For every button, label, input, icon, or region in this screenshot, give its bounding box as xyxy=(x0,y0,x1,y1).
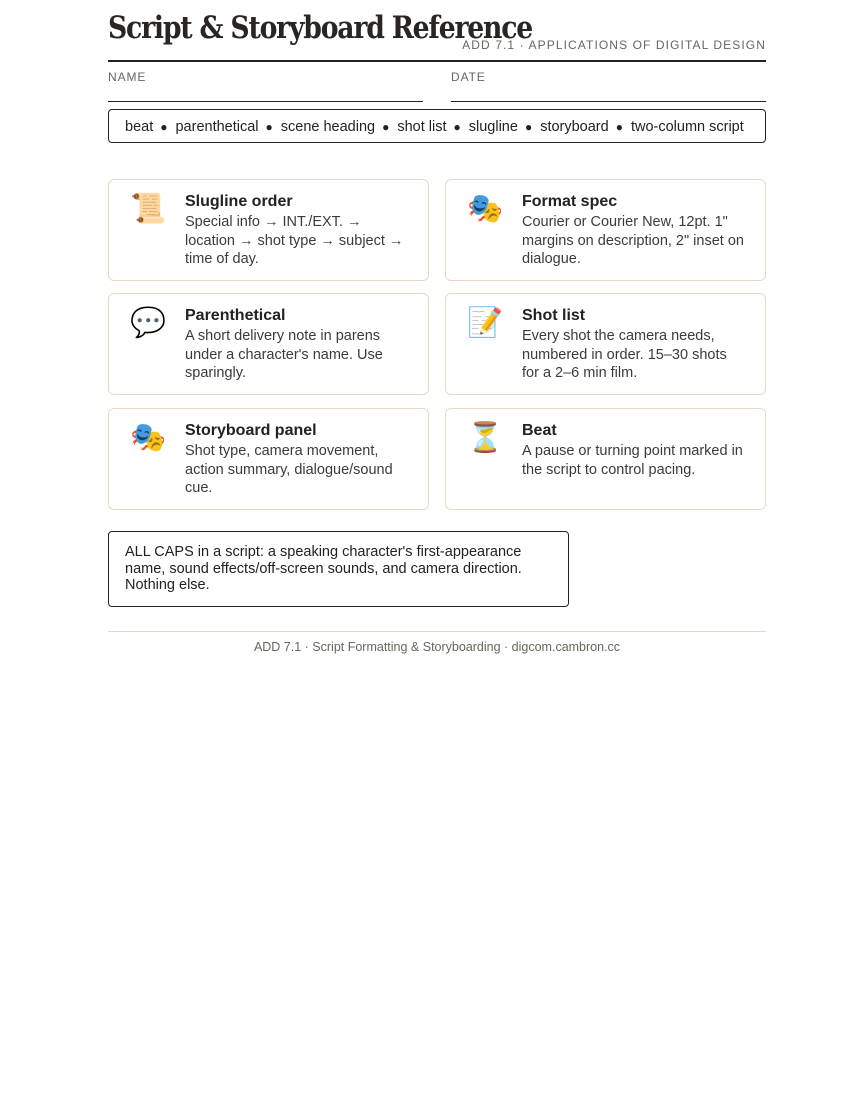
theater-masks-icon: 🎭 xyxy=(466,193,504,225)
footer: ADD 7.1 · Script Formatting & Storyboarding · digcom.cambron.cc xyxy=(253,640,621,654)
date-field-label: DATE xyxy=(451,70,486,84)
card-body: Special info → INT./EXT. → location → shot type → subject → time of day. xyxy=(185,214,404,267)
card-slugline-order xyxy=(108,179,429,281)
vocab-term: slugline xyxy=(468,119,518,135)
course-label: ADD 7.1 · APPLICATIONS OF DIGITAL DESIGN xyxy=(462,38,766,52)
card-body: Every shot the camera needs, numbered in order. 15–30 shots for a 2–6 min film. xyxy=(522,328,727,381)
vocab-term: storyboard xyxy=(540,119,609,135)
bullet-separator: ● xyxy=(382,120,390,134)
page-title: Script & Storyboard Reference xyxy=(108,10,533,46)
card-title: Shot list xyxy=(522,307,586,324)
bullet-separator: ● xyxy=(524,120,533,134)
card-title: Format spec xyxy=(522,193,618,210)
footer-divider xyxy=(108,631,766,632)
vocab-term: shot list xyxy=(397,119,447,135)
hourglass-icon: ⏳ xyxy=(466,422,504,454)
vocab-term: parenthetical xyxy=(175,119,259,135)
header xyxy=(108,0,766,62)
date-field[interactable] xyxy=(451,70,766,102)
bullet-separator: ● xyxy=(265,120,273,134)
scroll-icon: 📜 xyxy=(129,193,167,225)
bullet-separator: ● xyxy=(615,120,623,134)
vocab-term: two-column script xyxy=(630,119,744,135)
vocab-term: scene heading xyxy=(280,119,376,135)
bullet-separator: ● xyxy=(453,120,461,134)
vocab-term: beat xyxy=(125,119,154,135)
theater-masks-icon: 🎭 xyxy=(129,422,167,454)
card-body: Courier or Courier New, 12pt. 1" margins on description, 2" inset on dialogue. xyxy=(522,214,744,267)
memo-icon: 📝 xyxy=(466,307,504,339)
name-field[interactable] xyxy=(108,70,423,102)
card-title: Slugline order xyxy=(185,193,293,210)
card-parenthetical xyxy=(108,293,429,395)
name-field-label: NAME xyxy=(108,70,147,84)
worksheet-sheet xyxy=(108,0,766,654)
card-format-spec xyxy=(445,179,766,281)
speech-bubble-icon: 💬 xyxy=(129,307,167,339)
card-title: Parenthetical xyxy=(185,307,286,324)
card-storyboard-panel xyxy=(108,408,429,510)
all-caps-note: ALL CAPS in a script: a speaking character's first-appearance name, sound effects/off-screen sounds, and camera direction. Nothing else. xyxy=(108,531,569,607)
card-body: A short delivery note in parens under a character's name. Use sparingly. xyxy=(185,328,383,381)
card-body: Shot type, camera movement, action summary, dialogue/sound cue. xyxy=(185,443,393,496)
card-shot-list xyxy=(445,293,766,395)
card-beat xyxy=(445,408,766,510)
card-body: A pause or turning point marked in the script to control pacing. xyxy=(522,443,743,478)
card-title: Storyboard panel xyxy=(185,422,317,439)
card-title: Beat xyxy=(522,422,557,439)
bullet-separator: ● xyxy=(160,120,168,134)
vocabulary-box xyxy=(108,109,766,143)
